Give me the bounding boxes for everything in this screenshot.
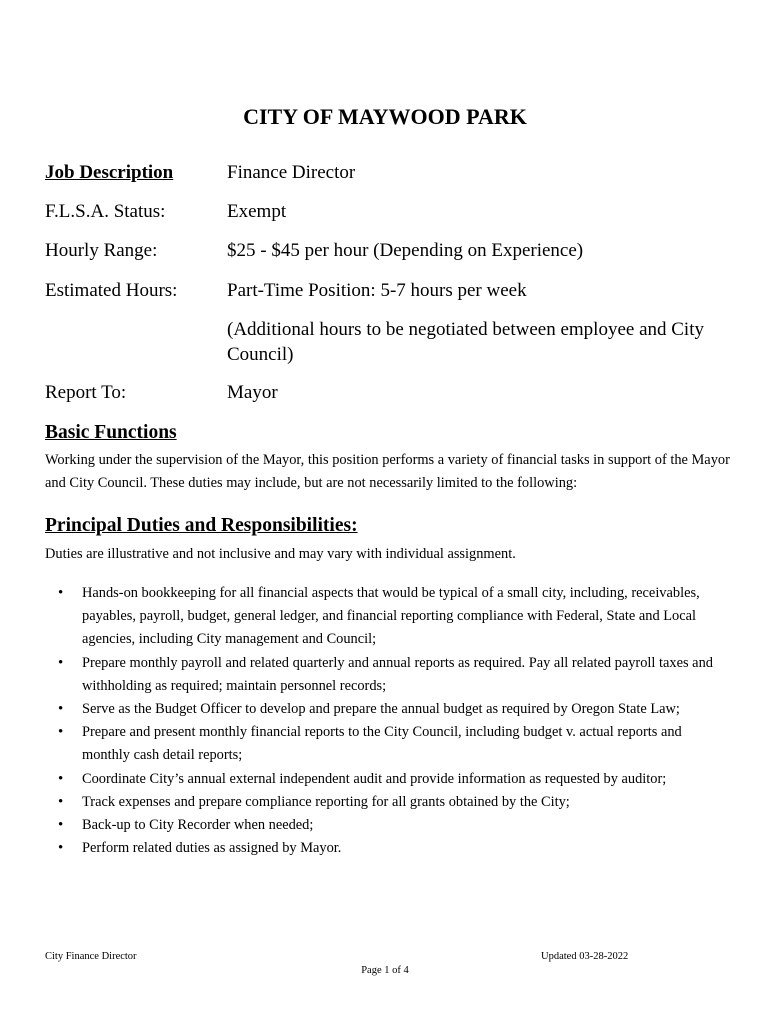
field-value: Part-Time Position: 5-7 hours per week xyxy=(227,280,527,301)
footer-updated: Updated 03-28-2022 xyxy=(541,951,629,962)
list-item: • Prepare and present monthly financial reports to the City Council, including budget v. actual reports and monthly cash detail reports; xyxy=(45,721,725,767)
field-label: Report To: xyxy=(45,382,127,403)
field-value: Exempt xyxy=(227,201,287,222)
list-item: • Prepare monthly payroll and related quarterly and annual reports as required. Pay all related payroll taxes and withholding as required; maintain personnel records; xyxy=(45,652,725,698)
document-title: CITY OF MAYWOOD PARK xyxy=(243,104,527,129)
field-label: Hourly Range: xyxy=(45,240,158,261)
page-number: Page 1 of 4 xyxy=(361,965,409,976)
field-value: Mayor xyxy=(227,382,278,403)
footer-left: City Finance Director xyxy=(45,951,137,962)
list-item: • Coordinate City’s annual external independent audit and provide information as requested by auditor; xyxy=(45,768,725,791)
principal-duties-intro: Duties are illustrative and not inclusive and may vary with individual assignment. xyxy=(45,546,516,562)
basic-functions-text: Working under the supervision of the Mayor, this position performs a variety of financial tasks in support of the Mayor and City Council. These duties may include, but are not necessarily limited to the following: xyxy=(45,452,730,491)
list-item: • Back-up to City Recorder when needed; xyxy=(45,814,725,837)
field-value: (Additional hours to be negotiated between employee and City Council) xyxy=(227,319,704,365)
basic-functions-heading: Basic Functions xyxy=(45,422,177,443)
field-value: Finance Director xyxy=(227,162,356,183)
field-value: $25 - $45 per hour (Depending on Experience) xyxy=(227,240,584,261)
field-label: Estimated Hours: xyxy=(45,280,178,301)
list-item: • Hands-on bookkeeping for all financial aspects that would be typical of a small city, including, receivables, payables, payroll, budget, general ledger, and financial reporting compliance with Federal, State and Local agencies, including City management and Council; xyxy=(45,582,725,652)
field-label: F.L.S.A. Status: xyxy=(45,201,166,222)
list-item: • Perform related duties as assigned by Mayor. xyxy=(45,837,725,860)
principal-duties-heading: Principal Duties and Responsibilities: xyxy=(45,515,358,536)
list-item: • Serve as the Budget Officer to develop and prepare the annual budget as required by Oregon State Law; xyxy=(45,698,725,721)
field-label: Job Description xyxy=(45,162,174,183)
list-item: • Track expenses and prepare compliance reporting for all grants obtained by the City; xyxy=(45,791,725,814)
duties-list xyxy=(45,582,725,860)
